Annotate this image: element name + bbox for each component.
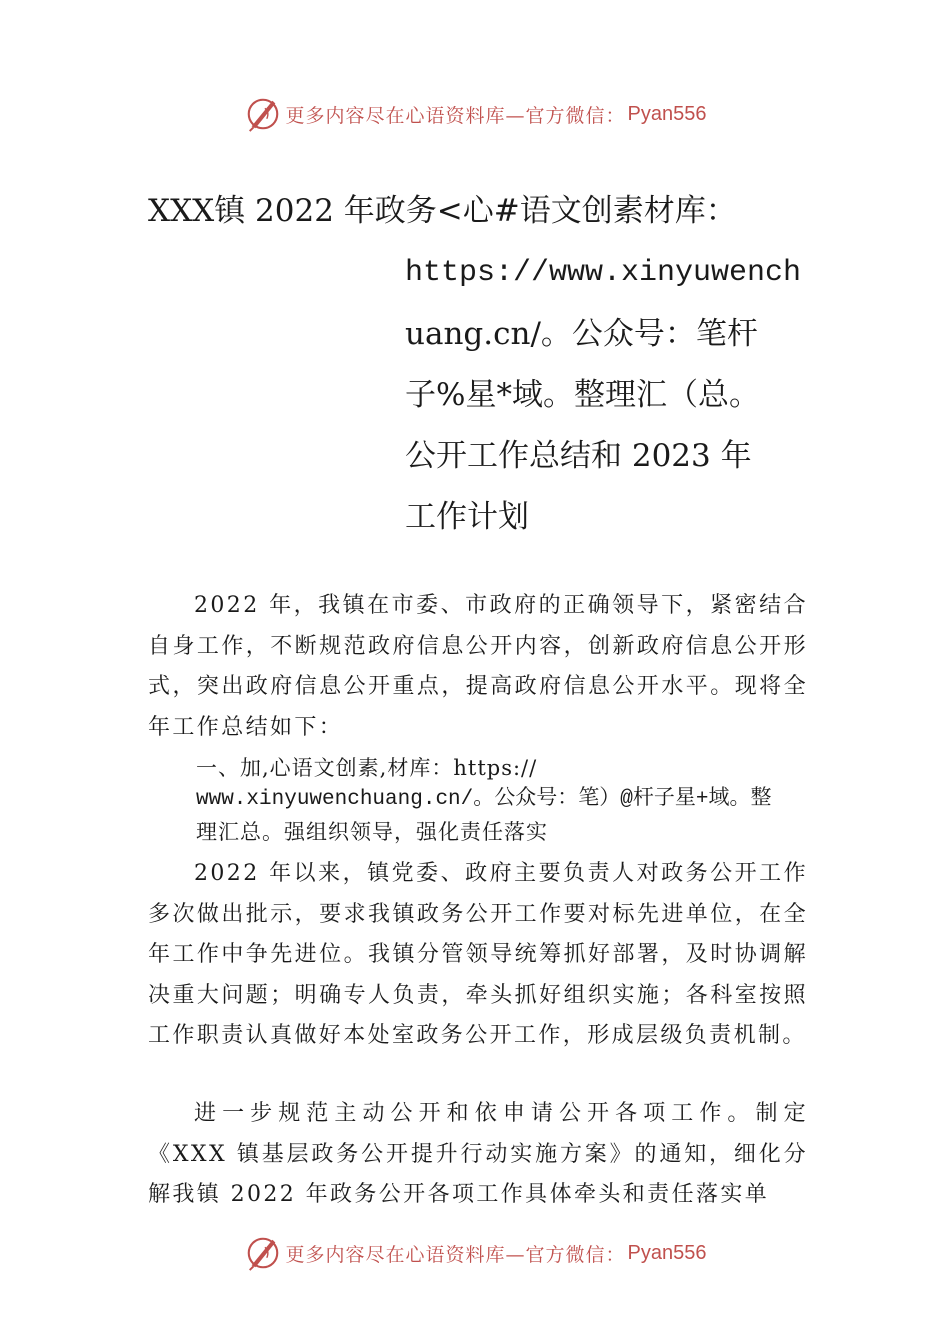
banner-text: 更多内容尽在心语资料库—官方微信： — [285, 104, 626, 127]
banner-wechat-id: Pyan556 — [627, 102, 707, 125]
banner-wechat-id: Pyan556 — [627, 1241, 707, 1264]
header-banner — [0, 92, 950, 136]
section-heading-line: 理汇总。强组织领导，强化责任落实 — [196, 820, 548, 844]
body-paragraph-standardize: 进一步规范主动公开和依申请公开各项工作。制定《XXX 镇基层政务公开提升行动实施方案》的通知，细化分解我镇 2022 年政务公开各项工作具体牵头和责任落实单 — [148, 1101, 808, 1207]
banner-text: 更多内容尽在心语资料库—官方微信： — [285, 1243, 626, 1266]
section-heading-line: www.xinyuwenchuang.cn/。公众号：笔）@杆子星+域。整 — [196, 788, 772, 811]
section-heading-1 — [196, 752, 846, 848]
title-line: uang.cn/。公众号：笔杆 — [405, 316, 758, 352]
title-line: 子%星*域。整理汇（总。 — [405, 377, 760, 413]
body-paragraph-leadership: 2022 年以来，镇党委、政府主要负责人对政务公开工作多次做出批示，要求我镇政务公开工作要对标先进单位，在全年工作中争先进位。我镇分管领导统筹抓好部署，及时协调解决重大问题；明确专人负责，牵头抓好组织实施；各科室按照工作职责认真做好本处室政务公开工作，形成层级负责机制。 — [148, 861, 808, 1048]
section-heading-line: 一、加,心语文创素,材库：https:// — [196, 756, 538, 780]
pen-quill-logo-icon — [244, 1234, 282, 1272]
title-line: 公开工作总结和 2023 年 — [405, 438, 752, 474]
pen-quill-logo-icon — [244, 95, 282, 133]
title-line: https://www.xinyuwench — [405, 256, 802, 290]
body-paragraph-intro: 2022 年，我镇在市委、市政府的正确领导下，紧密结合自身工作，不断规范政府信息公开内容，创新政府信息公开形式，突出政府信息公开重点，提高政府信息公开水平。现将全年工作总结如下： — [148, 593, 808, 740]
title-block — [405, 243, 805, 548]
footer-banner — [0, 1231, 950, 1275]
title-line: 工作计划 — [405, 499, 529, 535]
title-line-1: XXX镇 2022 年政务<心#语文创素材库： — [148, 193, 737, 229]
